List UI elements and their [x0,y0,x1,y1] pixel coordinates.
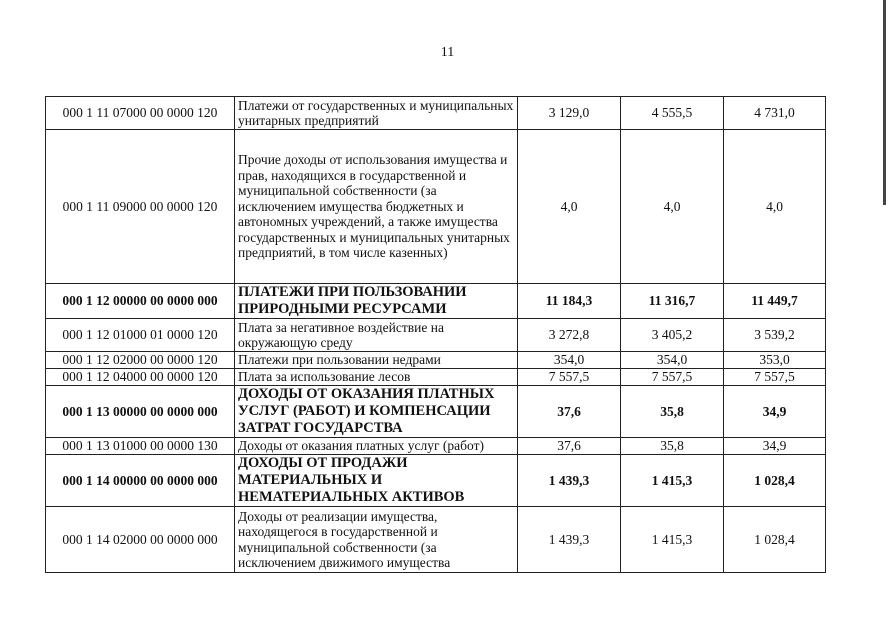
budget-code-cell: 000 1 14 02000 00 0000 000 [46,507,235,573]
revenue-table [45,96,826,573]
value-cell-2: 35,8 [621,386,724,438]
budget-code-cell: 000 1 11 07000 00 0000 120 [46,97,235,130]
budget-code-cell: 000 1 12 02000 00 0000 120 [46,352,235,369]
value-cell-1: 11 184,3 [518,284,621,319]
revenue-name-cell: Плата за использование лесов [235,369,518,386]
value-cell-1: 3 272,8 [518,319,621,352]
budget-code-cell: 000 1 12 01000 01 0000 120 [46,319,235,352]
value-cell-2: 1 415,3 [621,507,724,573]
revenue-name-cell: Платежи от государственных и муниципальных унитарных предприятий [235,97,518,130]
table-row [46,507,826,573]
value-cell-3: 353,0 [724,352,826,369]
table-row [46,455,826,507]
value-cell-2: 11 316,7 [621,284,724,319]
table-row [46,386,826,438]
table-row [46,369,826,386]
budget-code-cell: 000 1 13 00000 00 0000 000 [46,386,235,438]
value-cell-2: 4,0 [621,130,724,284]
value-cell-3: 1 028,4 [724,455,826,507]
value-cell-2: 3 405,2 [621,319,724,352]
page-edge-shadow [883,0,886,205]
budget-code-cell: 000 1 12 00000 00 0000 000 [46,284,235,319]
revenue-name-cell: Плата за негативное воздействие на окружающую среду [235,319,518,352]
value-cell-2: 35,8 [621,438,724,455]
value-cell-1: 4,0 [518,130,621,284]
value-cell-1: 37,6 [518,386,621,438]
value-cell-2: 4 555,5 [621,97,724,130]
revenue-name-cell: Прочие доходы от использования имущества и прав, находящихся в государственной и муниципальной собственности (за исключением имущества бюджетных и автономных учреждений, а также имущества государственных и муниципальных унитарных предприятий, в том числе казенных) [235,130,518,284]
value-cell-3: 3 539,2 [724,319,826,352]
value-cell-3: 1 028,4 [724,507,826,573]
revenue-name-cell: ДОХОДЫ ОТ ОКАЗАНИЯ ПЛАТНЫХ УСЛУГ (РАБОТ) И КОМПЕНСАЦИИ ЗАТРАТ ГОСУДАРСТВА [235,386,518,438]
value-cell-2: 354,0 [621,352,724,369]
value-cell-3: 4 731,0 [724,97,826,130]
table-row [46,319,826,352]
budget-code-cell: 000 1 13 01000 00 0000 130 [46,438,235,455]
value-cell-2: 7 557,5 [621,369,724,386]
revenue-name-cell: Доходы от оказания платных услуг (работ) [235,438,518,455]
value-cell-3: 34,9 [724,438,826,455]
page-number: 11 [440,45,455,60]
value-cell-3: 4,0 [724,130,826,284]
table-row [46,352,826,369]
revenue-name-cell: ДОХОДЫ ОТ ПРОДАЖИ МАТЕРИАЛЬНЫХ И НЕМАТЕРИАЛЬНЫХ АКТИВОВ [235,455,518,507]
value-cell-2: 1 415,3 [621,455,724,507]
table-row [46,284,826,319]
revenue-name-cell: Доходы от реализации имущества, находящегося в государственной и муниципальной собственности (за исключением движимого имущества [235,507,518,573]
value-cell-1: 1 439,3 [518,455,621,507]
value-cell-3: 34,9 [724,386,826,438]
table-row [46,97,826,130]
budget-code-cell: 000 1 12 04000 00 0000 120 [46,369,235,386]
budget-code-cell: 000 1 11 09000 00 0000 120 [46,130,235,284]
budget-code-cell: 000 1 14 00000 00 0000 000 [46,455,235,507]
revenue-name-cell: ПЛАТЕЖИ ПРИ ПОЛЬЗОВАНИИ ПРИРОДНЫМИ РЕСУРСАМИ [235,284,518,319]
value-cell-3: 7 557,5 [724,369,826,386]
revenue-name-cell: Платежи при пользовании недрами [235,352,518,369]
value-cell-1: 1 439,3 [518,507,621,573]
value-cell-1: 3 129,0 [518,97,621,130]
value-cell-3: 11 449,7 [724,284,826,319]
table-row [46,438,826,455]
value-cell-1: 7 557,5 [518,369,621,386]
value-cell-1: 37,6 [518,438,621,455]
value-cell-1: 354,0 [518,352,621,369]
table-row [46,130,826,284]
